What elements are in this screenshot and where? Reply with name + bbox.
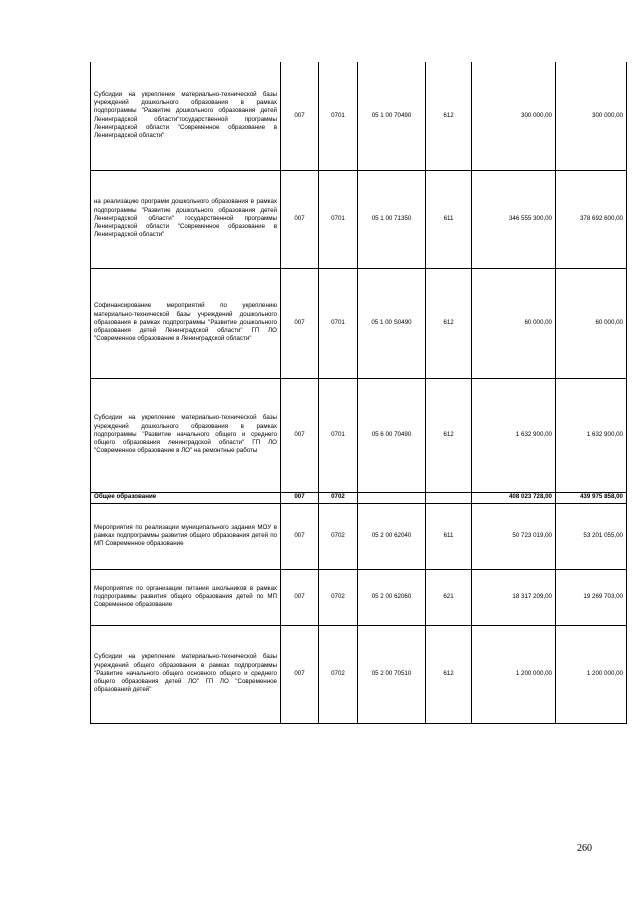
- row-sum-2: 53 201 055,00: [556, 503, 627, 569]
- row-sum-2: 60 000,00: [556, 268, 627, 378]
- row-target: 05 2 00 62060: [358, 569, 426, 625]
- row-grbs: 007: [281, 268, 319, 378]
- row-name: на реализацию программ дошкольного образования в рамках подпрограммы "Развитие дошкольного образования детей Ленинградской области" государственной программы Ленинградской области "Современное образование в Ленинградской области": [91, 170, 281, 268]
- budget-table: [90, 62, 627, 724]
- page-number: 260: [577, 843, 592, 854]
- row-name: Мероприятия по организации питания школьников в рамках подпрограммы развития общего образования детей по МП Современное образование: [91, 569, 281, 625]
- row-section: 0701: [319, 62, 358, 170]
- row-sum-2: 378 692 600,00: [556, 170, 627, 268]
- row-vr: 621: [426, 569, 472, 625]
- row-grbs: 007: [281, 569, 319, 625]
- row-name: Субсидии на укрепление материально-технической базы учреждений дошкольного образования в рамках подпрограммы "Развитие начального общего и среднего общего образования ленинградской области" ГП ЛО "Современное образование в ЛО" на ремонтные работы: [91, 378, 281, 492]
- row-target: 05 1 00 71350: [358, 170, 426, 268]
- section-name: Общее образование: [91, 492, 281, 503]
- table-row: [91, 569, 627, 625]
- row-sum-2: 1 200 000,00: [556, 625, 627, 723]
- row-vr: 611: [426, 503, 472, 569]
- section-vr: [426, 492, 472, 503]
- row-section: 0702: [319, 569, 358, 625]
- row-section: 0701: [319, 378, 358, 492]
- row-sum-1: 50 723 019,00: [472, 503, 556, 569]
- section-target: [358, 492, 426, 503]
- row-sum-1: 346 555 300,00: [472, 170, 556, 268]
- row-name: Субсидии на укрепление материально-технической базы учреждений дошкольного образования в рамках подпрограммы "Развитие дошкольного образования детей Ленинградской области"государственной программы Ленинградской области "Современное образование в Ленинградской области": [91, 62, 281, 170]
- section-grbs: 007: [281, 492, 319, 503]
- row-section: 0701: [319, 170, 358, 268]
- row-sum-1: 1 632 900,00: [472, 378, 556, 492]
- row-grbs: 007: [281, 170, 319, 268]
- row-name: Мероприятия по реализации муниципального задания МОУ в рамках подпрограммы развития общего образования детей по МП Современное образование: [91, 503, 281, 569]
- section-code: 0702: [319, 492, 358, 503]
- row-section: 0702: [319, 625, 358, 723]
- row-sum-2: 19 269 703,00: [556, 569, 627, 625]
- table-row: [91, 62, 627, 170]
- table-row: [91, 625, 627, 723]
- row-name: Софинансирование мероприятий по укреплению материально-технической базы учреждений дошкольного образования в рамках подпрограммы "Развитие дошкольного образования детей Ленинградской области" ГП ЛО "Современное образование в Ленинградской области": [91, 268, 281, 378]
- row-sum-2: 300 000,00: [556, 62, 627, 170]
- table-row: [91, 503, 627, 569]
- row-target: 05 6 00 70490: [358, 378, 426, 492]
- row-vr: 612: [426, 268, 472, 378]
- row-section: 0701: [319, 268, 358, 378]
- row-grbs: 007: [281, 503, 319, 569]
- row-vr: 612: [426, 62, 472, 170]
- row-target: 05 2 00 62040: [358, 503, 426, 569]
- section-sum-1: 408 023 728,00: [472, 492, 556, 503]
- table-row: [91, 170, 627, 268]
- section-sum-2: 439 975 858,00: [556, 492, 627, 503]
- row-target: 05 1 00 70490: [358, 62, 426, 170]
- table-row: [91, 378, 627, 492]
- table-row: [91, 268, 627, 378]
- row-sum-1: 18 317 209,00: [472, 569, 556, 625]
- row-sum-1: 60 000,00: [472, 268, 556, 378]
- row-target: 05 2 00 70510: [358, 625, 426, 723]
- section-row: [91, 492, 627, 503]
- row-sum-1: 300 000,00: [472, 62, 556, 170]
- row-vr: 611: [426, 170, 472, 268]
- row-name: Субсидии на укрепление материально-технической базы учреждений общего образования в рамках подпрограммы "Развитие начального общего основного общего и среднего общего образования детей ЛО" ГП ЛО "Современное образований детей": [91, 625, 281, 723]
- row-target: 05 1 00 S0490: [358, 268, 426, 378]
- row-sum-1: 1 200 000,00: [472, 625, 556, 723]
- row-grbs: 007: [281, 378, 319, 492]
- row-grbs: 007: [281, 625, 319, 723]
- row-vr: 612: [426, 625, 472, 723]
- row-sum-2: 1 632 900,00: [556, 378, 627, 492]
- row-section: 0702: [319, 503, 358, 569]
- row-vr: 612: [426, 378, 472, 492]
- row-grbs: 007: [281, 62, 319, 170]
